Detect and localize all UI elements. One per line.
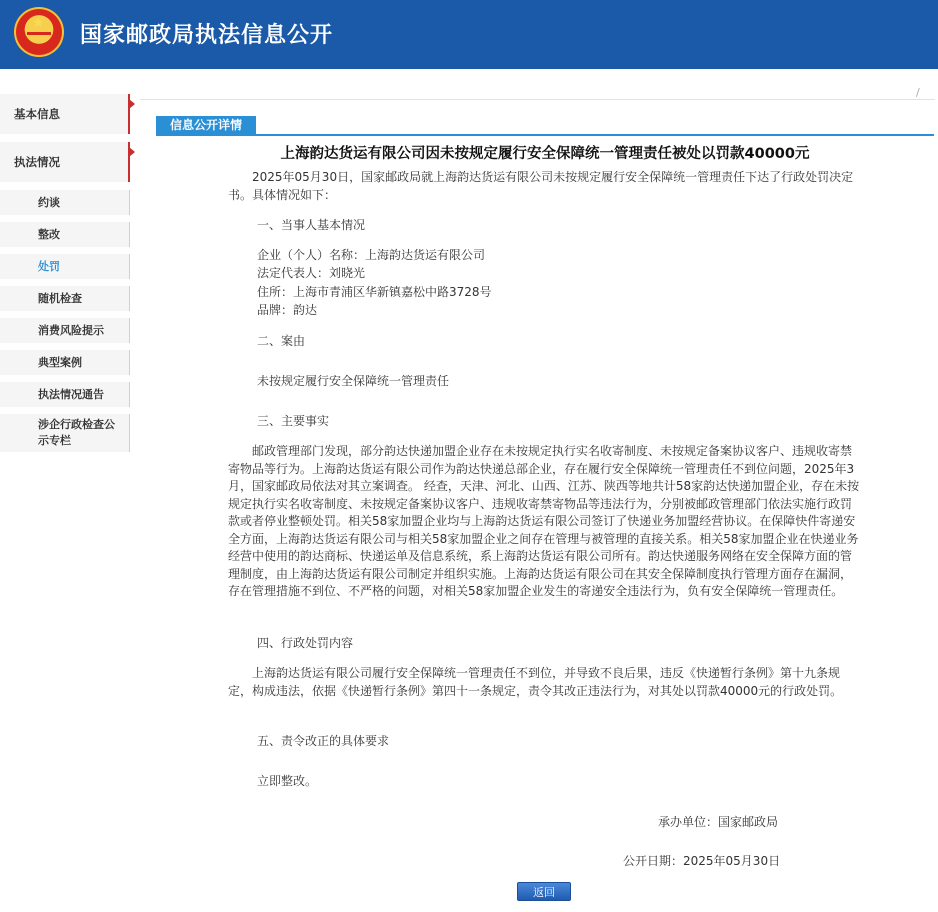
breadcrumb-divider (140, 99, 935, 100)
brand: 品牌：韵达 (257, 303, 318, 317)
section-heading: 二、案由 (257, 334, 306, 348)
sidebar-item-interview[interactable]: 约谈 (0, 190, 130, 215)
sidebar-item-enforcement[interactable]: 执法情况 (0, 142, 130, 182)
section-heading: 一、当事人基本情况 (257, 218, 366, 232)
site-header (0, 0, 938, 69)
case-cause: 未按规定履行安全保障统一管理责任 (257, 374, 450, 388)
section-heading: 五、责令改正的具体要求 (257, 734, 390, 748)
section-heading: 四、行政处罚内容 (257, 636, 354, 650)
sidebar-item-rectification[interactable]: 整改 (0, 222, 130, 247)
national-emblem-icon: ★ (14, 7, 64, 57)
section-heading: 三、主要事实 (257, 414, 330, 428)
party-name: 企业（个人）名称：上海韵达货运有限公司 (257, 248, 486, 262)
correction-requirement: 立即整改。 (257, 774, 318, 788)
penalty-paragraph: 上海韵达货运有限公司履行安全保障统一管理责任不到位，并导致不良后果，违反《快递暂行条例》第十九条规定，构成违法，依据《快递暂行条例》第四十一条规定，责令其改正违法行为，对其处以罚款40000元的行政处罚。 (228, 666, 843, 698)
handling-office: 承办单位：国家邮政局 (658, 815, 779, 829)
intro-paragraph: 2025年05月30日，国家邮政局就上海韵达货运有限公司未按规定履行安全保障统一管理责任下达了行政处罚决定书。具体情况如下： (228, 170, 854, 202)
back-button[interactable]: 返回 (517, 882, 571, 901)
legal-representative: 法定代表人：刘晓光 (257, 266, 366, 280)
sidebar-item-penalty[interactable]: 处罚 (0, 254, 130, 279)
publish-date: 公开日期：2025年05月30日 (623, 854, 781, 868)
page-title: 上海韵达货运有限公司因未按规定履行安全保障统一管理责任被处以罚款40000元 (280, 146, 810, 162)
tab-underline (156, 134, 934, 136)
sidebar-item-notices[interactable]: 执法情况通告 (0, 382, 130, 407)
arrow-right-icon (129, 99, 135, 109)
sidebar-item-consumer-risk[interactable]: 消费风险提示 (0, 318, 130, 343)
facts-paragraph: 邮政管理部门发现，部分韵达快递加盟企业存在未按规定执行实名收寄制度、未按规定备案协议客户、违规收寄禁寄物品等行为。上海韵达货运有限公司作为韵达快递总部企业，存在履行安全保障统一管理责任不到位问题，2025年3月，国家邮政局依法对其立案调查。 经查，天津、河北、山西、江苏、陕西等地共计58家韵达快递加盟企业，存在未按规定执行实名收寄制度、未按规定备案协议客户、违规收寄禁寄物品等违法行为，分别被邮政管理部门依法实施行政罚款或者停业整顿处罚。相关58家加盟企业均与上海韵达货运有限公司签订了快递业务加盟经营协议。在保障快件寄递安全方面，上海韵达货运有限公司与相关58家加盟企业之间存在管理与被管理的直接关系。相关58家加盟企业在快递业务经营中使用的韵达商标、快递运单及信息系统，系上海韵达货运有限公司所有。韵达快递服务网络在安全保障方面的管理制度，由上海韵达货运有限公司制定并组织实施。上海韵达货运有限公司在其安全保障制度执行管理方面存在漏洞，存在管理措施不到位、不严格的问题，对相关58家加盟企业发生的寄递安全违法行为，负有安全保障统一管理责任。 (228, 444, 860, 598)
sidebar-item-random-check[interactable]: 随机检查 (0, 286, 130, 311)
tab-info-detail: 信息公开详情 (156, 116, 256, 135)
breadcrumb: / (916, 86, 920, 99)
arrow-right-icon (129, 147, 135, 157)
sidebar-item-typical-cases[interactable]: 典型案例 (0, 350, 130, 375)
sidebar-item-inspection-column[interactable]: 涉企行政检查公示专栏 (0, 414, 130, 452)
site-title: 国家邮政局执法信息公开 (80, 23, 334, 48)
sidebar-item-basic-info[interactable]: 基本信息 (0, 94, 130, 134)
address: 住所：上海市青浦区华新镇嘉松中路3728号 (257, 285, 492, 299)
